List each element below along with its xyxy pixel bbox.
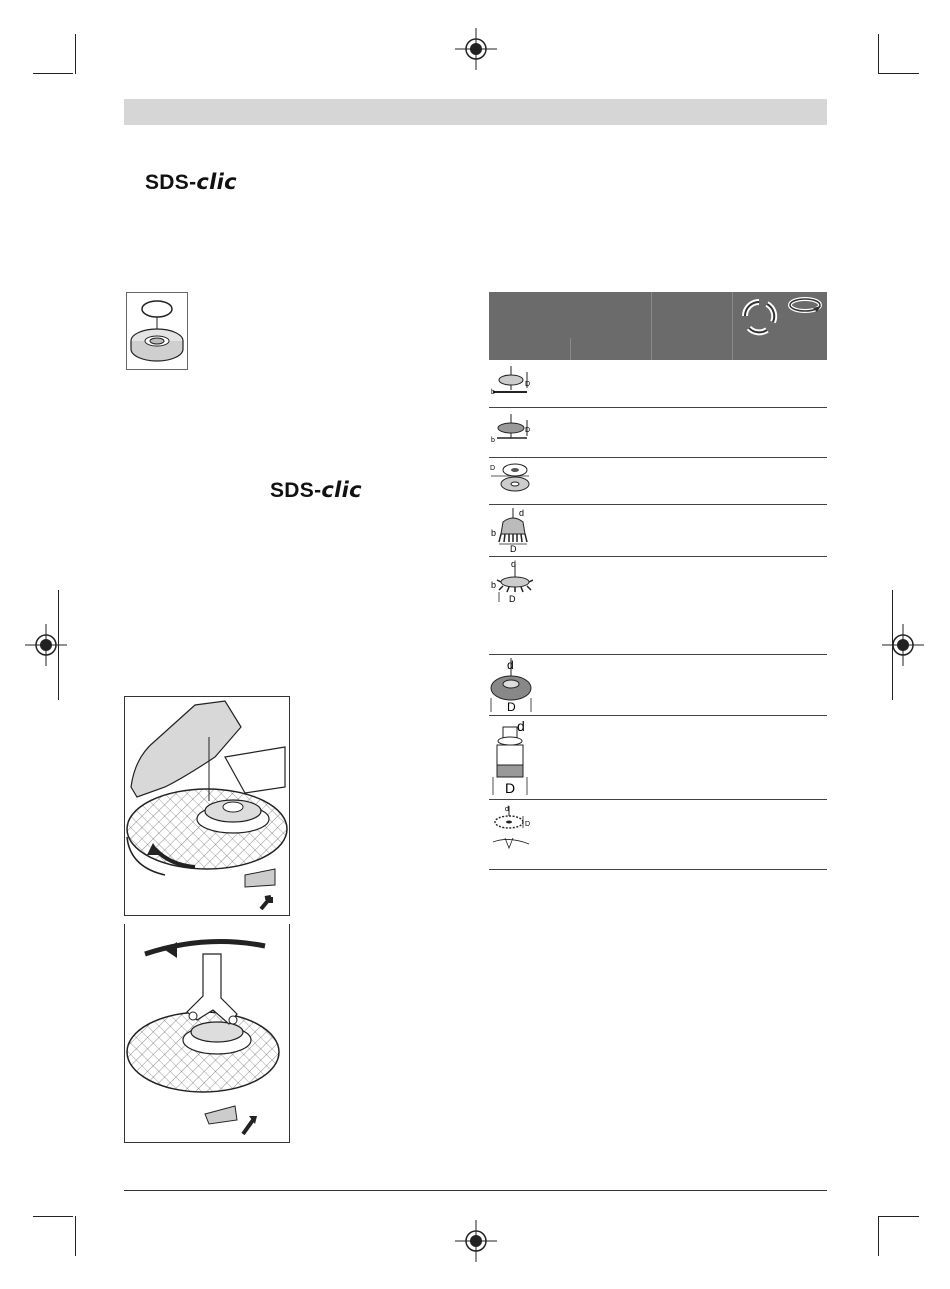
table-row (489, 717, 533, 802)
table-row (489, 658, 533, 717)
table-row (489, 802, 533, 867)
sds-clic-logo-inline (270, 478, 362, 503)
wrench-tighten-illustration (125, 924, 289, 1142)
tools-table (489, 360, 827, 870)
cup-wire-brush-icon (489, 658, 533, 712)
diamond-core-bit-icon (489, 717, 533, 797)
hand-tighten-figure (124, 696, 290, 916)
row7-label-D: D (505, 780, 516, 796)
logo-suffix: clic (196, 170, 237, 194)
header-band (124, 99, 827, 125)
row1-label-D: D (525, 381, 531, 388)
row7-label-d: d (517, 718, 525, 734)
rotation-arrows-icon (737, 294, 783, 336)
registration-mark-bottom-icon (455, 1220, 497, 1262)
row3-label-D: D (490, 465, 496, 472)
row8-label-d: d (505, 806, 509, 813)
cup-brush-icon (489, 508, 533, 552)
logo-prefix: SDS- (145, 171, 197, 194)
table-header (489, 292, 827, 338)
diamond-disc-icon (489, 802, 533, 862)
speed-ring-icon (787, 296, 823, 316)
table-row (489, 508, 533, 557)
registration-mark-top-icon (455, 28, 497, 70)
row8-label-D: D (525, 821, 531, 828)
hand-tighten-illustration (125, 697, 289, 915)
cutting-disc-icon (489, 412, 533, 446)
table-row (489, 558, 533, 609)
table-subheader (489, 338, 827, 360)
table-row (489, 364, 533, 403)
row2-label-D: D (525, 427, 531, 434)
sds-clic-logo (145, 170, 237, 195)
logo-inline-prefix: SDS- (270, 479, 322, 502)
row4-label-b: b (491, 528, 497, 538)
row2-label-b: b (491, 437, 495, 444)
registration-mark-left-icon (25, 624, 67, 666)
row4-label-d: d (519, 508, 525, 518)
row6-label-D: D (507, 700, 516, 712)
row5-label-D: D (509, 594, 516, 604)
row1-label-b: b (491, 389, 495, 396)
clamping-nut-icon (127, 293, 187, 369)
disc-brush-icon (489, 558, 533, 604)
logo-inline-suffix: clic (321, 478, 362, 502)
table-row (489, 460, 533, 501)
row6-label-d: d (507, 658, 514, 672)
grinding-disc-icon (489, 364, 533, 398)
row5-label-b: b (491, 580, 497, 590)
registration-mark-right-icon (882, 624, 924, 666)
clamping-nut-figure (126, 292, 188, 370)
row5-label-d: d (511, 559, 517, 569)
table-row (489, 412, 533, 451)
wrench-tighten-figure (124, 924, 290, 1143)
footer-rule (124, 1190, 827, 1191)
row4-label-D: D (510, 544, 517, 552)
sanding-sheet-icon (489, 460, 533, 496)
